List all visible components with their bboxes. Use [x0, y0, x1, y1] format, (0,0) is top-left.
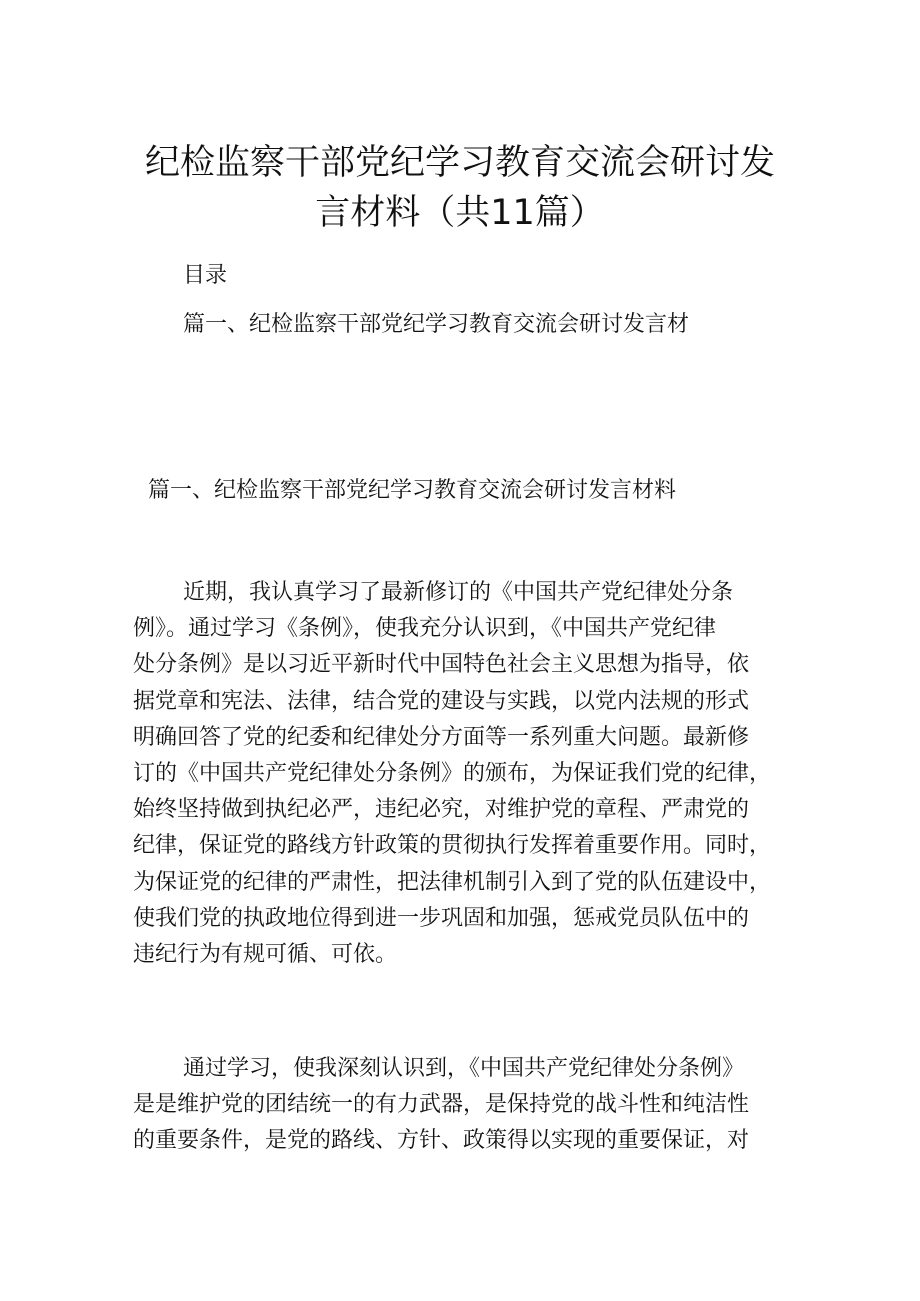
- toc-heading: 目录: [183, 263, 228, 288]
- body-paragraph-1: [133, 575, 813, 973]
- paragraph-line: 订的《中国共产党纪律处分条例》的颁布，为保证我们党的纪律，: [133, 760, 772, 786]
- paragraph-line: 的重要条件，是党的路线、方针、政策得以实现的重要保证，对: [133, 1128, 750, 1154]
- document-title-line-2: 言材料（共11篇）: [315, 193, 605, 233]
- paragraph-line: 纪律，保证党的路线方针政策的贯彻执行发挥着重要作用。同时，: [133, 833, 772, 859]
- document-title-line-1: 纪检监察干部党纪学习教育交流会研讨发: [144, 143, 775, 183]
- paragraph-line: 处分条例》是以习近平新时代中国特色社会主义思想为指导，依: [133, 652, 750, 678]
- paragraph-line: 例》。通过学习《条例》，使我充分认识到，《中国共产党纪律: [133, 616, 717, 642]
- paragraph-line: 使我们党的执政地位得到进一步巩固和加强，惩戒党员队伍中的: [133, 905, 750, 931]
- paragraph-line: 是是维护党的团结统一的有力武器，是保持党的战斗性和纯洁性: [133, 1092, 750, 1118]
- toc-item-1[interactable]: 篇一、纪检监察干部党纪学习教育交流会研讨发言材: [183, 312, 690, 337]
- section-heading: 篇一、纪检监察干部党纪学习教育交流会研讨发言材料: [148, 478, 677, 503]
- document-title: [120, 138, 800, 238]
- paragraph-line: 通过学习，使我深刻认识到，《中国共产党纪律处分条例》: [183, 1056, 745, 1081]
- paragraph-line: 违纪行为有规可循、可依。: [133, 941, 398, 967]
- paragraph-line: 近期，我认真学习了最新修订的《中国共产党纪律处分条: [183, 580, 734, 605]
- paragraph-line: 始终坚持做到执纪必严，违纪必究，对维护党的章程、严肃党的: [133, 797, 750, 823]
- paragraph-line: 为保证党的纪律的严肃性，把法律机制引入到了党的队伍建设中，: [133, 869, 772, 895]
- paragraph-line: 据党章和宪法、法律，结合党的建设与实践，以党内法规的形式: [133, 688, 750, 714]
- paragraph-line: 明确回答了党的纪委和纪律处分方面等一系列重大问题。最新修: [133, 724, 750, 750]
- body-paragraph-2: [133, 1051, 813, 1160]
